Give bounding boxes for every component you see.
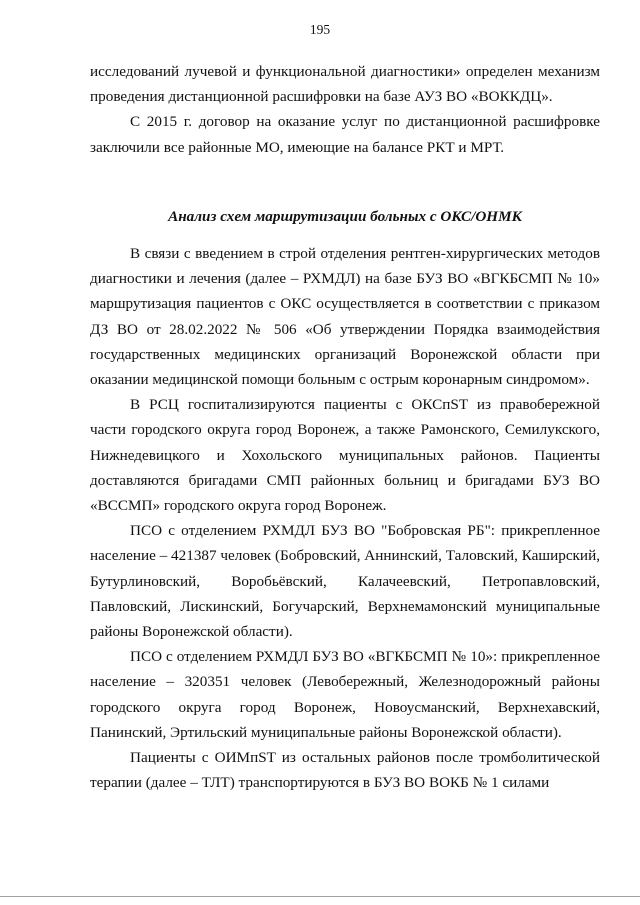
paragraph: ПСО с отделением РХМДЛ БУЗ ВО «ВГКБСМП № 10»: прикрепленное население – 320351 человек (Левобережный, Железнодорожный районы городского округа город Воронеж, Новоусманский, Верхнехавский, Панинский, Эртильский муниципальные районы Воронежской области). xyxy=(90,648,600,741)
paragraph: С 2015 г. договор на оказание услуг по дистанционной расшифровке заключили все районные МО, имеющие на балансе РКТ и МРТ. xyxy=(90,113,600,156)
paragraph: ПСО с отделением РХМДЛ БУЗ ВО "Бобровская РБ": прикрепленное население – 421387 человек (Бобровский, Аннинский, Таловский, Каширский, Бутурлиновский, Воробьёвский, Калачеевский, Петропавловский, Павловский, Лискинский, Богучарский, Верхнемамонский муниципальные районы Воронежской области). xyxy=(90,522,600,641)
section-heading: Анализ схем маршрутизации больных с ОКС/ОНМК xyxy=(168,208,522,225)
scan-edge-line xyxy=(0,896,640,897)
paragraph: В РСЦ госпитализируются пациенты с ОКСпST из правобережной части городского округа город Воронеж, а также Рамонского, Семилукского, Нижнедевицкого и Хохольского муниципальных районов. Пациенты доставляются бригадами СМП районных больниц и бригадами БУЗ ВО «ВССМП» городского округа город Воронеж. xyxy=(90,396,600,515)
page-number: 195 xyxy=(309,22,331,37)
paragraph: Пациенты с ОИМпST из остальных районов после тромболитической терапии (далее – ТЛТ) транспортируются в БУЗ ВО ВОКБ № 1 силами xyxy=(90,749,600,792)
intro-text xyxy=(90,59,600,160)
body-text xyxy=(90,241,600,795)
paragraph: В связи с введением в строй отделения рентген-хирургических методов диагностики и лечения (далее – РХМДЛ) на базе БУЗ ВО «ВГКБСМП № 10» маршрутизация пациентов с ОКС осуществляется в соответствии с приказом ДЗ ВО от 28.02.2022 № 506 «Об утверждении Порядка взаимодействия государственных медицинских организаций Воронежской области при оказании медицинской помощи больным с острым коронарным синдромом». xyxy=(90,245,600,389)
paragraph: исследований лучевой и функциональной диагностики» определен механизм проведения дистанционной расшифровки на базе АУЗ ВО «ВОККДЦ». xyxy=(90,63,600,106)
